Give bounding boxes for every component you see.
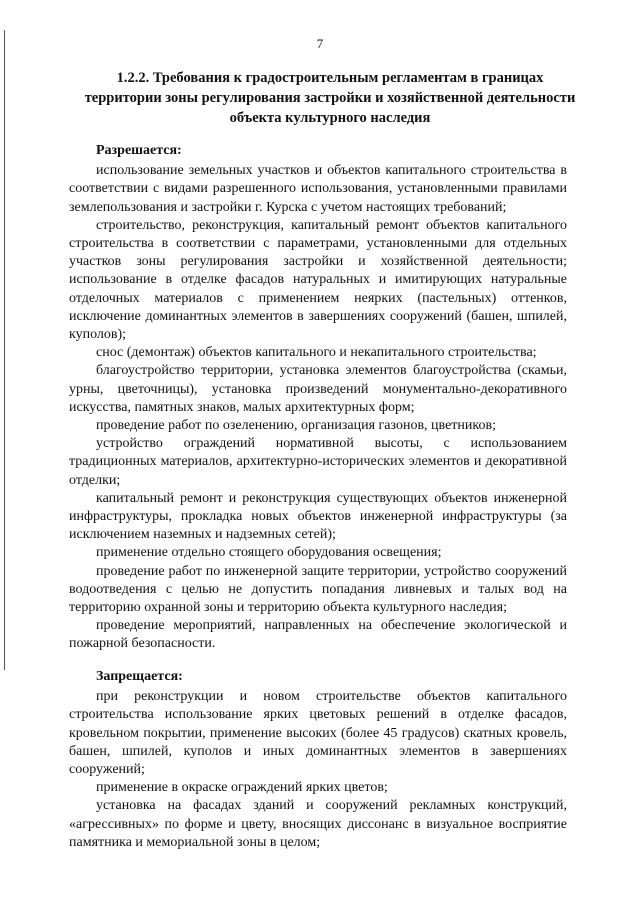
allowed-item: использование земельных участков и объектов капитального строительства в соответствии с видами разрешенного использования, установленными правилами землепользования и застройки г. Курска с учетом настоящих требований;	[69, 163, 567, 215]
allowed-section	[69, 142, 567, 654]
allowed-item: благоустройство территории, установка элементов благоустройства (скамьи, урны, цветочницы), установка произведений монументально-декоративного искусства, памятных знаков, малых архитектурных форм;	[69, 363, 567, 415]
allowed-item: устройство ограждений нормативной высоты, с использованием традиционных материалов, архитектурно-исторических элементов и декоративной отделки;	[69, 436, 567, 488]
section-title: 1.2.2. Требования к градостроительным регламентам в границах территории зоны регулирования застройки и хозяйственной деятельности объекта культурного наследия	[84, 70, 576, 126]
page-number: 7	[316, 36, 324, 51]
allowed-item: снос (демонтаж) объектов капитального и некапитального строительства;	[96, 345, 537, 361]
forbidden-item: при реконструкции и новом строительстве объектов капитального строительства использование ярких цветовых решений в отделке фасадов, кровельном покрытии, применение высоких (более 45 градусов) скатных кровель, башен, шпилей, куполов и иных доминантных элементов в завершениях сооружений;	[69, 689, 567, 778]
forbidden-item: установка на фасадах зданий и сооружений рекламных конструкций, «агрессивных» по форме и цвету, вносящих диссонанс в визуальное восприятие памятника и мемориальной зоны в целом;	[69, 798, 567, 850]
forbidden-section	[69, 668, 567, 852]
allowed-heading: Разрешается:	[96, 143, 182, 158]
allowed-item: проведение работ по инженерной защите территории, устройство сооружений водоотведения с целью не допустить попадания ливневых и талых вод на территорию охранной зоны и территорию объекта культурного наследия;	[69, 563, 567, 616]
allowed-item: применение отдельно стоящего оборудования освещения;	[96, 545, 442, 561]
allowed-item: строительство, реконструкция, капитальный ремонт объектов капитального строительства в соответствии с параметрами, установленными для отдельных участков зоны регулирования застройки и хозяйственной деятельности; использование в отделке фасадов натуральных и имитирующих натуральные отделочных материалов с применением неярких (пастельных) оттенков, исключение доминантных элементов в завершениях сооружений (башен, шпилей, куполов);	[69, 217, 567, 343]
scan-edge-line	[4, 30, 5, 670]
allowed-item: проведение работ по озеленению, организация газонов, цветников;	[96, 418, 496, 434]
forbidden-item: применение в окраске ограждений ярких цветов;	[96, 780, 388, 796]
allowed-item: капитальный ремонт и реконструкция существующих объектов инженерной инфраструктуры, прокладка новых объектов инженерной инфраструктуры (за исключением наземных и надземных сетей);	[69, 490, 567, 543]
allowed-item: проведение мероприятий, направленных на обеспечение экологической и пожарной безопасности.	[69, 618, 567, 652]
forbidden-heading: Запрещается:	[96, 669, 183, 684]
